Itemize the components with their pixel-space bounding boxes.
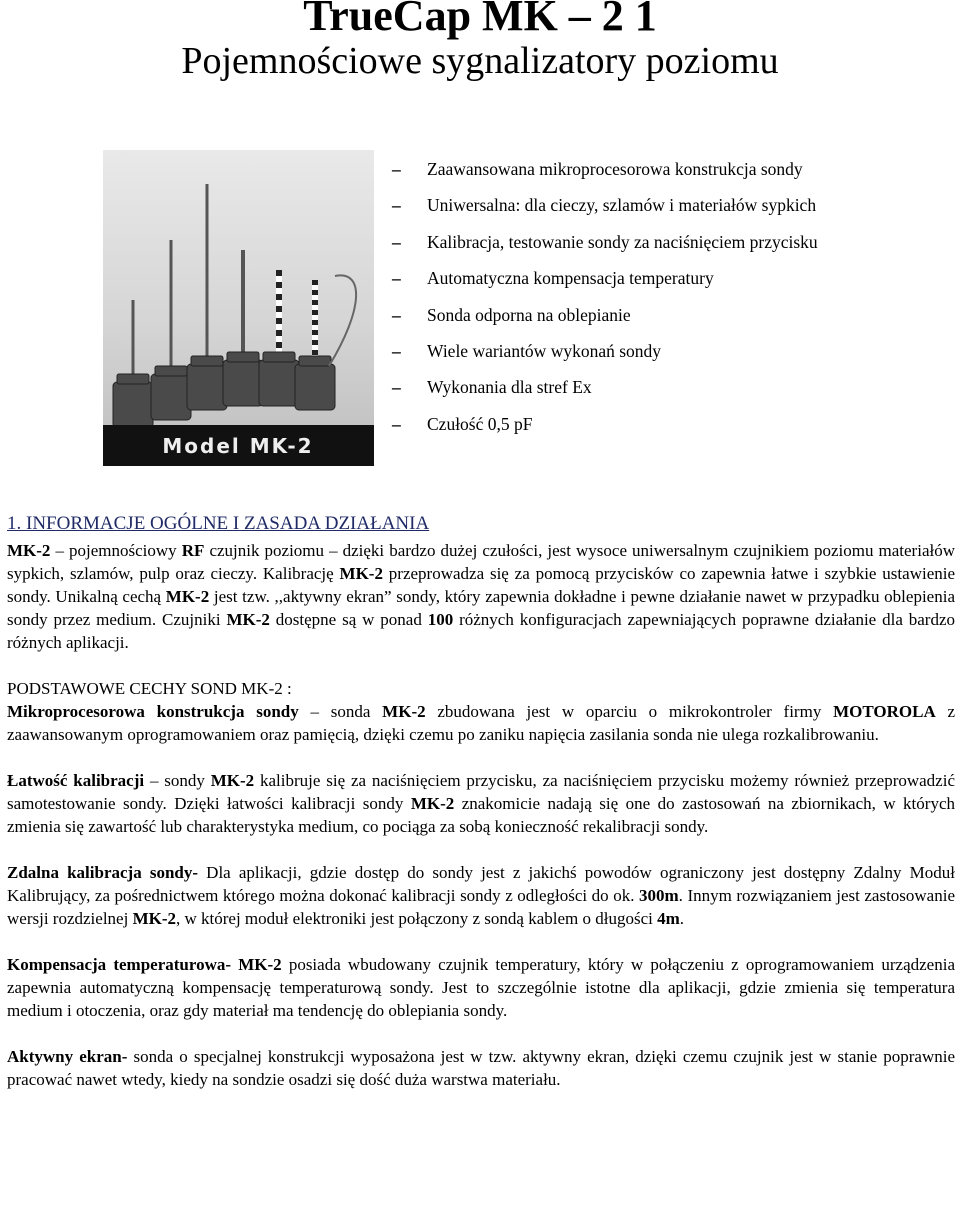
probe-graphic (259, 270, 299, 406)
probe-graphic (223, 250, 263, 406)
product-photo (103, 150, 374, 466)
dash-bullet: – (392, 413, 401, 434)
dash-bullet: – (392, 195, 401, 216)
photo-caption: Model MK-2 (162, 434, 314, 458)
paragraph-microprocessor: Mikroprocesorowa konstrukcja sondy – sonda MK-2 zbudowana jest w oparciu o mikrokontroler firmy MOTOROLA z zaawansowanym oprogramowaniem oraz pamięcią, dzięki czemu po zaniku napięcia zasilania sonda nie ulega rozkalibrowaniu. (7, 702, 956, 744)
list-item: – Zaawansowana mikroprocesorowa konstrukcja sondy (392, 151, 952, 187)
list-item: – Wiele wariantów wykonań sondy (392, 333, 952, 369)
dash-bullet: – (392, 377, 401, 398)
list-item: – Czułość 0,5 pF (392, 406, 952, 442)
paragraph-general: MK-2 – pojemnościowy RF czujnik poziomu – dzięki bardzo dużej czułości, jest wysoce uniwersalnym czujnikiem poziomu materiałów sypkich, szlamów, pulp oraz cieczy. Kalibrację MK-2 przeprowadza się za pomocą przycisków co zapewnia łatwe i szybkie ustawienie sondy. Unikalną cechą MK-2 jest tzw. ,,aktywny ekran” sondy, który zapewnia dokładne i pewne działanie nawet w przypadku oblepienia sondy przez medium. Czujniki MK-2 dostępne są w ponad 100 różnych konfiguracjach zapewniających poprawne działanie dla bardzo różnych aplikacji. (7, 541, 956, 652)
probe-graphic (151, 240, 191, 420)
dash-bullet: – (392, 268, 401, 289)
dash-bullet: – (392, 159, 401, 179)
probe-graphic (113, 300, 153, 428)
document-title: TrueCap MK – 2 1 (303, 0, 657, 40)
probe-graphic (295, 275, 356, 410)
paragraph-temperature: Kompensacja temperaturowa- MK-2 posiada wbudowany czujnik temperatury, który w połączeniu z oprogramowaniem urządzenia zapewnia automatyczną kompensację temperaturową sondy. Jest to szczególnie istotne dla aplikacji, gdzie zmienia się temperatura medium i otoczenia, oraz gdy materiał ma tendencję do oblepiania sondy. (7, 955, 956, 1020)
list-item: – Uniwersalna: dla cieczy, szlamów i materiałów sypkich (392, 187, 952, 223)
feature-list (392, 151, 952, 442)
document-subtitle: Pojemnościowe sygnalizatory poziomu (181, 40, 779, 82)
document-body (7, 509, 955, 1091)
dash-bullet: – (392, 304, 401, 325)
probes-illustration (103, 150, 374, 466)
list-item: – Sonda odporna na oblepianie (392, 297, 952, 333)
dash-bullet: – (392, 231, 401, 252)
list-item: – Automatyczna kompensacja temperatury (392, 260, 952, 296)
section-heading: 1. INFORMACJE OGÓLNE I ZASADA DZIAŁANIA (7, 513, 430, 534)
list-item: – Wykonania dla stref Ex (392, 369, 952, 405)
dash-bullet: – (392, 340, 401, 361)
paragraph-active-screen: Aktywny ekran- sonda o specjalnej konstrukcji wyposażona jest w tzw. aktywny ekran, dzięki czemu czujnik jest w stanie poprawnie pracować nawet wtedy, kiedy na sondzie osadzi się dość duża warstwa materiału. (7, 1047, 955, 1089)
features-heading: PODSTAWOWE CECHY SOND MK-2 : (7, 679, 292, 698)
paragraph-remote-calibration: Zdalna kalibracja sondy- Dla aplikacji, gdzie dostęp do sondy jest z jakichś powodów ograniczony jest dostępny Zdalny Moduł Kalibrujący, za pośrednictwem którego można dokonać kalibracji sondy z odległości do ok. 300m. Innym rozwiązaniem jest zastosowanie wersji rozdzielnej MK-2, w której moduł elektroniki jest połączony z sondą kablem o długości 4m. (7, 863, 955, 928)
paragraph-calibration: Łatwość kalibracji – sondy MK-2 kalibruje się za naciśnięciem przycisku, za naciśnięciem przycisku możemy również przeprowadzić samotestowanie sondy. Dzięki łatwości kalibracji sondy MK-2 znakomicie nadają się one do zastosowań na zbiornikach, w których zmienia się zawartość lub charakterystyka medium, co pociąga za sobą konieczność rekalibracji sondy. (7, 771, 955, 836)
probe-graphic (187, 184, 227, 410)
list-item: – Kalibracja, testowanie sondy za naciśnięciem przycisku (392, 224, 952, 260)
